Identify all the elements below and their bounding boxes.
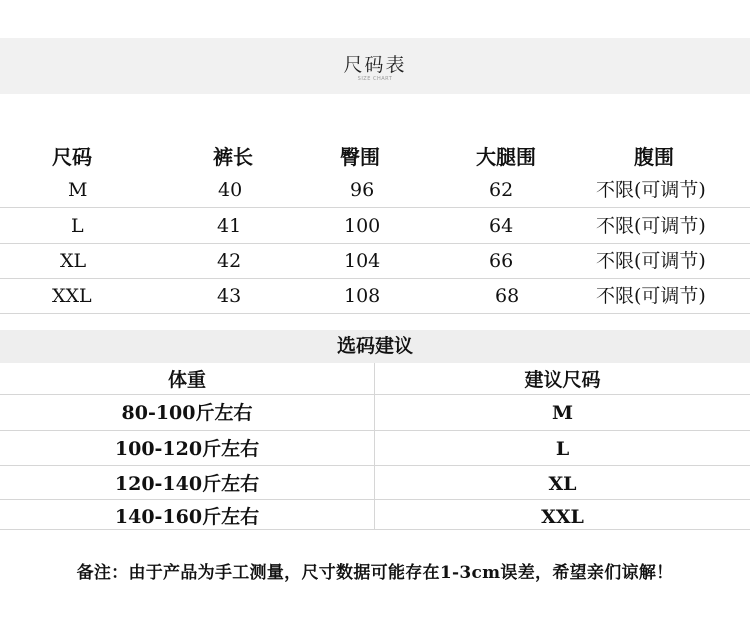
suggested-size-cell: XXL [541,506,584,528]
table-row [0,244,750,278]
header-size: 尺码 [52,145,92,169]
page-subtitle: SIZE CHART [357,76,393,82]
table-row [0,173,750,207]
length-cell: 41 [217,215,242,237]
row-divider [0,430,750,431]
page-title: 尺码表 [343,54,407,76]
hip-cell: 104 [344,250,381,272]
suggested-size-cell: XL [548,473,577,495]
hip-cell: 108 [344,285,381,307]
size-cell: M [68,179,88,201]
recommend-table [0,363,750,530]
hip-cell: 96 [350,179,375,201]
header-thigh: 大腿围 [476,145,536,169]
thigh-cell: 66 [489,250,514,272]
size-cell: XXL [52,285,92,307]
suggested-size-cell: L [555,438,570,460]
row-divider [0,207,750,208]
header-waist: 腹围 [634,145,674,169]
weight-cell: 80-100斤左右 [121,402,253,424]
header-suggested-size: 建议尺码 [524,369,601,391]
hip-cell: 100 [344,215,381,237]
row-divider [0,465,750,466]
recommend-title: 选码建议 [336,335,413,357]
table-row [0,209,750,243]
waist-cell: 不限(可调节) [596,215,706,237]
size-cell: L [71,215,84,237]
weight-cell: 140-160斤左右 [114,506,260,528]
row-divider [0,529,750,530]
thigh-cell: 68 [495,285,520,307]
thigh-cell: 64 [489,215,514,237]
length-cell: 42 [217,250,242,272]
header-length: 裤长 [213,145,253,169]
waist-cell: 不限(可调节) [596,250,706,272]
length-cell: 40 [218,179,243,201]
waist-cell: 不限(可调节) [596,285,706,307]
weight-cell: 100-120斤左右 [114,438,260,460]
table-row [0,279,750,313]
suggested-size-cell: M [551,402,574,424]
measurement-note: 备注：由于产品为手工测量，尺寸数据可能存在1-3cm误差，希望亲们谅解！ [76,563,674,583]
header-hip: 臀围 [340,145,380,169]
row-divider [0,394,750,395]
size-table-header-row [0,140,750,174]
row-divider [0,313,750,314]
length-cell: 43 [217,285,242,307]
waist-cell: 不限(可调节) [596,179,706,201]
header-weight: 体重 [167,369,206,391]
thigh-cell: 62 [489,179,514,201]
size-cell: XL [60,250,87,272]
weight-cell: 120-140斤左右 [114,473,260,495]
